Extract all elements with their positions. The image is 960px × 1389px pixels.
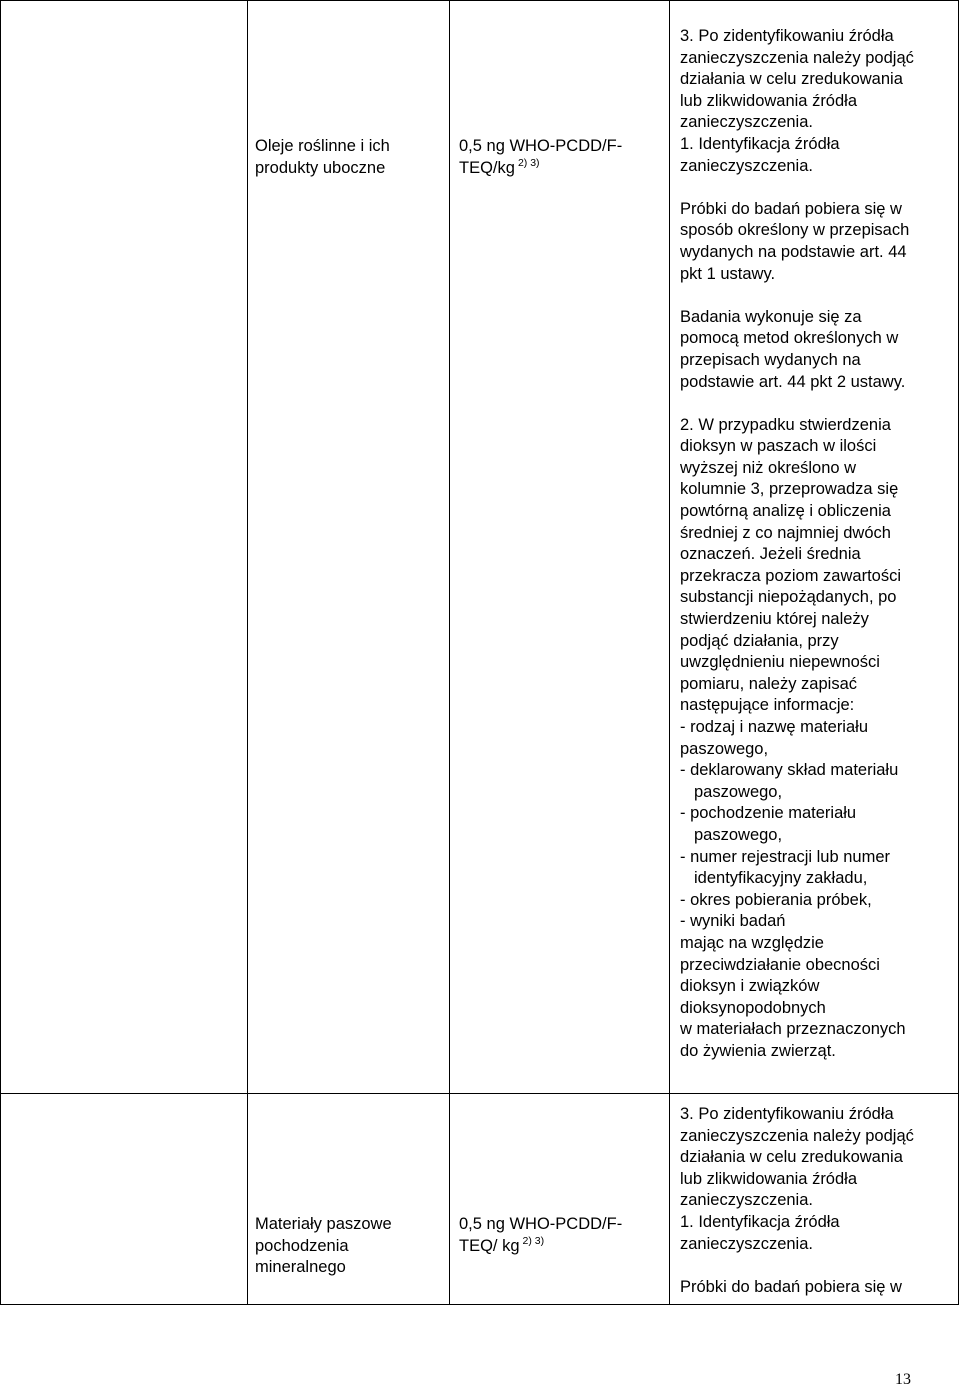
text-line: zanieczyszczenia należy podjąć — [680, 48, 914, 67]
column-divider — [669, 1, 670, 1304]
actions-block-source — [680, 26, 914, 177]
text-line: 3. Po zidentyfikowaniu źródła — [680, 1105, 894, 1123]
text-line: wydanych na podstawie art. 44 — [680, 242, 907, 261]
text-line: 1. Identyfikacja źródła — [680, 134, 840, 153]
text-line: lub zlikwidowania źródła — [680, 91, 858, 110]
text-line: 1. Identyfikacja źródła — [680, 1212, 840, 1231]
actions-block-source — [680, 1104, 914, 1255]
row-divider — [1, 1093, 958, 1094]
text-line: - numer rejestracji lub numer — [680, 847, 890, 866]
text-line: do żywienia zwierząt. — [680, 1041, 836, 1060]
footnote-ref: 2) 3) — [522, 1234, 545, 1247]
text-line: zanieczyszczenia. — [680, 156, 813, 175]
product-name-cell: Oleje roślinne i ich produkty uboczne — [255, 137, 390, 177]
actions-cell — [680, 26, 914, 1063]
text-line: dioksyn i związków — [680, 977, 820, 996]
text-line: przeciwdziałanie obecności — [680, 955, 880, 974]
actions-block-exceedance — [680, 415, 914, 1063]
text-line: - okres pobierania próbek, — [680, 890, 872, 909]
text-line: paszowego, — [694, 782, 783, 801]
text-line: - pochodzenie materiału — [680, 804, 857, 823]
actions-block-sampling — [680, 1277, 914, 1299]
text-line: pomocą metod określonych w — [680, 329, 899, 348]
text-line: 3. Po zidentyfikowaniu źródła — [680, 27, 894, 45]
text-line: następujące informacje: — [680, 696, 855, 715]
text-line: Próbki do badań pobiera się w — [680, 1277, 902, 1296]
column-divider — [449, 1, 450, 1304]
text-line: Badania wykonuje się za — [680, 307, 862, 326]
text-line: 2. W przypadku stwierdzenia — [680, 415, 891, 434]
page-number: 13 — [895, 1371, 911, 1388]
text-line: podstawie art. 44 pkt 2 ustawy. — [680, 372, 906, 391]
text-line: oznaczeń. Jeżeli średnia — [680, 545, 861, 564]
text-line: przepisach wydanych na — [680, 350, 861, 369]
text-line: podjąć działania, przy — [680, 631, 839, 650]
text-line: pkt 1 ustawy. — [680, 264, 776, 283]
text-line: Próbki do badań pobiera się w — [680, 199, 902, 218]
text-line: lub zlikwidowania źródła — [680, 1169, 858, 1188]
text-line: uwzględnieniu niepewności — [680, 653, 880, 672]
text-line: przekracza poziom zawartości — [680, 566, 901, 585]
text-line: zanieczyszczenia. — [680, 1191, 813, 1210]
text-line: zanieczyszczenia. — [680, 113, 813, 132]
text-line: paszowego, — [694, 825, 783, 844]
text-line: w materiałach przeznaczonych — [680, 1020, 906, 1039]
product-name-cell: Materiały paszowe pochodzenia mineralnego — [255, 1215, 392, 1277]
text-line: identyfikacyjny zakładu, — [694, 869, 868, 888]
text-line: mając na względzie — [680, 933, 824, 952]
text-line: dioksyn w paszach w ilości — [680, 437, 877, 456]
text-line: paszowego, — [680, 739, 769, 758]
text-line: zanieczyszczenia należy podjąć — [680, 1126, 914, 1145]
text-line: wyższej niż określono w — [680, 458, 857, 477]
footnote-ref: 2) 3) — [517, 156, 540, 169]
text-line: powtórną analizę i obliczenia — [680, 502, 891, 521]
text-line: działania w celu zredukowania — [680, 1148, 903, 1167]
text-line: sposób określony w przepisach — [680, 221, 910, 240]
actions-block-testing — [680, 307, 914, 393]
text-line: substancji niepożądanych, po — [680, 588, 897, 607]
limit-value-cell: 0,5 ng WHO-PCDD/F- TEQ/kg $^{2) 3)}$ — [459, 137, 623, 177]
text-line: - wyniki badań — [680, 912, 786, 931]
text-line: średniej z co najmniej dwóch — [680, 523, 891, 542]
text-line: kolumnie 3, przeprowadza się — [680, 480, 899, 499]
limit-value-cell: 0,5 ng WHO-PCDD/F- TEQ/ kg $^{2) 3)}$ — [459, 1215, 623, 1255]
text-line: - deklarowany skład materiału — [680, 761, 899, 780]
actions-cell — [680, 1104, 914, 1298]
text-line: stwierdzeniu której należy — [680, 610, 869, 629]
text-line: zanieczyszczenia. — [680, 1234, 813, 1253]
text-line: działania w celu zredukowania — [680, 70, 903, 89]
text-line: - rodzaj i nazwę materiału — [680, 718, 868, 736]
text-line: pomiaru, należy zapisać — [680, 674, 858, 693]
column-divider — [247, 1, 248, 1304]
actions-block-sampling — [680, 199, 914, 285]
text-line: dioksynopodobnych — [680, 998, 826, 1017]
